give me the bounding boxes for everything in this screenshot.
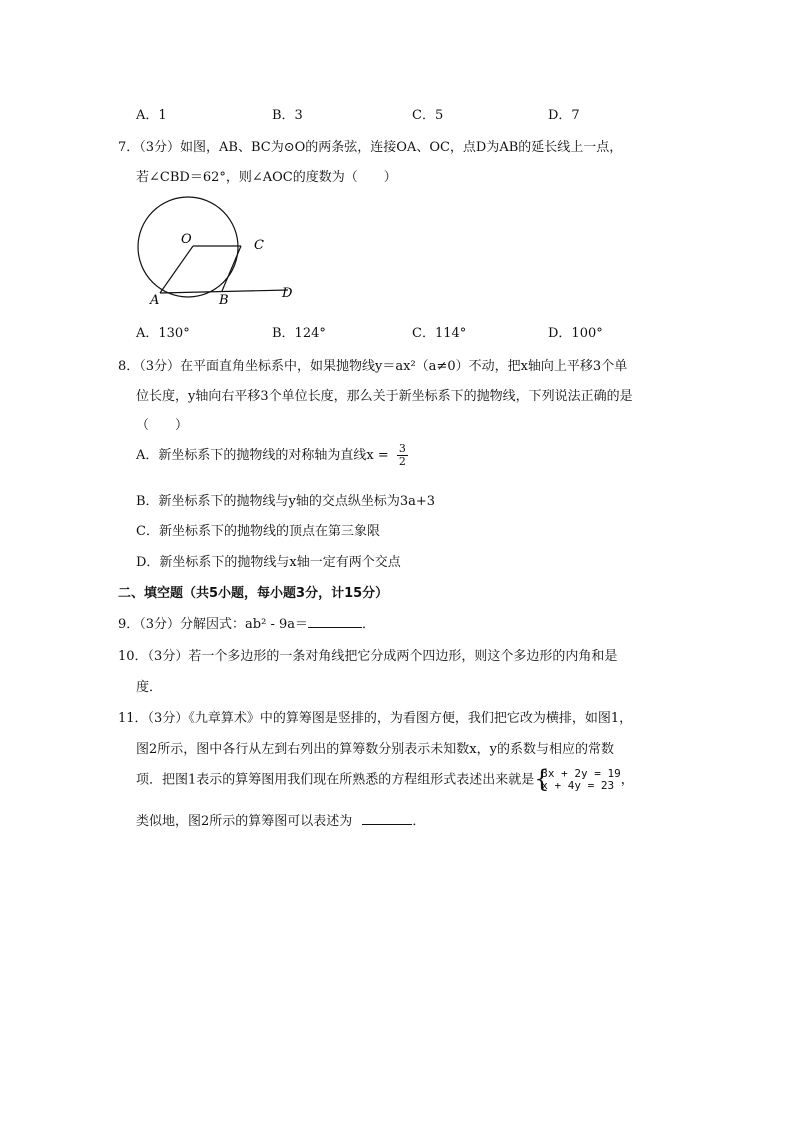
q6-option-c: C．5 [412,108,444,123]
q11-line3-end: ， [620,772,634,788]
q8-option-b: B．新坐标系下的抛物线与y轴的交点纵坐标为3a+3 [136,494,436,509]
brace-icon: { [534,765,550,793]
q7-option-c: C．114° [412,326,467,341]
q9-answer-blank [308,616,362,628]
q11-line4-end: ． [412,814,426,829]
q9-text: 9．（3分）分解因式：ab² - 9a＝ [118,617,309,632]
fraction-numerator: 3 [398,442,406,455]
equation-2: x + 4y = 23 [541,779,615,792]
q8-option-d: D．新坐标系下的抛物线与x轴一定有两个交点 [136,555,401,570]
equation-1: 3x + 2y = 19 [541,767,621,780]
q7-option-d: D．100° [548,326,603,341]
q11-line3-text: 项．把图1表示的算筹图用我们现在所熟悉的方程组形式表述出来就是 [136,772,535,788]
q6-option-d: D．7 [548,108,580,123]
q8-stem-line3: （ ） [136,418,189,433]
label-d: D [282,286,293,301]
q8-stem-line2: 位长度，y轴向右平移3个单位长度，那么关于新坐标系下的抛物线，下列说法正确的是 [136,389,633,404]
q6-option-b: B．3 [272,108,303,123]
circle-o [138,197,238,297]
q11-answer-blank [362,813,412,825]
q9-end: ． [362,617,376,632]
q11-stem-line1: 11．（3分）《九章算术》中的算筹图是竖排的，为看图方便，我们把它改为横排，如图1， [118,711,633,726]
fraction-denominator: 2 [398,455,406,468]
q7-circle-figure [130,195,310,310]
segment-cb [222,246,241,291]
q8-option-a [136,443,408,468]
q11-stem-line3 [136,765,634,793]
q11-stem-line4 [136,810,425,829]
q9 [118,613,375,632]
q6-option-a: A．1 [136,108,167,123]
q11-stem-line2: 图2所示，图中各行从左到右列出的算筹数分别表示未知数x，y的系数与相应的常数 [136,742,614,757]
section2-title: 二、填空题（共5小题，每小题3分，计15分） [118,586,389,601]
q8-stem-line1: 8．（3分）在平面直角坐标系中，如果抛物线y＝ax²（a≠0）不动，把x轴向上平移3个单 [118,359,628,374]
q8-option-a-text: A．新坐标系下的抛物线的对称轴为直线x = [136,448,389,463]
q10-stem-line2: 度． [136,680,163,695]
label-a: A [150,293,160,308]
label-o: O [181,232,192,247]
label-b: B [219,293,229,308]
label-c: C [254,238,264,253]
q8-option-c: C．新坐标系下的抛物线的顶点在第三象限 [136,524,380,539]
q7-stem-line2: 若∠CBD＝62°，则∠AOC的度数为（ ） [136,170,397,185]
q7-stem-line1: 7．（3分）如图，AB、BC为⊙O的两条弦，连接OA、OC，点D为AB的延长线上一点， [118,140,623,155]
fraction-three-halves [397,443,408,468]
q7-option-b: B．124° [272,326,326,341]
segment-oa [160,246,193,293]
q7-option-a: A．130° [136,326,190,341]
q10-stem-line1: 10．（3分）若一个多边形的一条对角线把它分成两个四边形，则这个多边形的内角和是 [118,649,618,664]
equation-system [534,765,621,793]
q11-line4-text: 类似地，图2所示的算筹图可以表述为 [136,814,353,829]
